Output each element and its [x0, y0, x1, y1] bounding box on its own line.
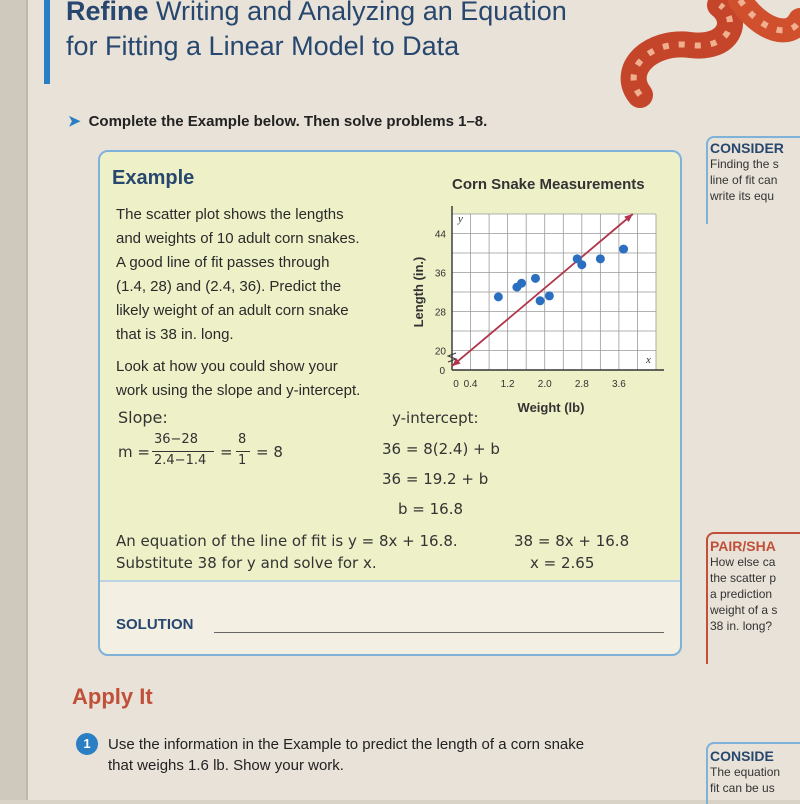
- data-point: [545, 291, 554, 300]
- title-line2: for Fitting a Linear Model to Data: [66, 31, 460, 61]
- yint-step-2: 36 = 19.2 + b: [382, 470, 489, 488]
- data-point: [536, 296, 545, 305]
- x-tick-label: 2.0: [537, 379, 552, 390]
- apply-it-heading: Apply It: [72, 684, 153, 709]
- x-tick-label: 3.6: [611, 379, 626, 390]
- data-point: [619, 245, 628, 254]
- x-tick-label: 2.8: [574, 379, 589, 390]
- yint-step-1: 36 = 8(2.4) + b: [382, 440, 500, 458]
- y-axis-label: Length (in.): [411, 256, 426, 328]
- slope-m: m =: [118, 443, 150, 461]
- chart-grid: [452, 214, 656, 370]
- example-paragraph: The scatter plot shows the lengths and weights of 10 adult corn snakes. A good line of fit passes through (1.4, 28) and (2.4, 36). Predict the likely weight of an adult corn snake that is 38 in. long.: [116, 206, 360, 343]
- chart-title: Corn Snake Measurements: [452, 176, 645, 193]
- title-bold: Refine: [66, 0, 149, 26]
- y-tick-label: 36: [434, 268, 446, 280]
- data-point: [577, 260, 586, 269]
- slope-frac-num: 8: [238, 432, 247, 447]
- data-point: [517, 279, 526, 288]
- slope-denominator: 2.4−1.4: [154, 453, 207, 468]
- slope-numerator: 36−28: [154, 432, 198, 447]
- equation-text: An equation of the line of fit is y = 8x + 16.8. Substitute 38 for y and solve for x.: [116, 532, 458, 572]
- arrow-icon: ➤: [68, 113, 81, 130]
- y-tick-label: 44: [434, 229, 446, 241]
- problem-1-text: Use the information in the Example to predict the length of a corn snake that weighs 1.6 lb. Show your work.: [108, 736, 585, 774]
- pair-share-note: PAIR/SHA How else ca the scatter p a prediction weight of a s 38 in. long?: [710, 538, 778, 633]
- x-tick-label: 0.4: [463, 379, 478, 390]
- x-axis-label: Weight (lb): [517, 400, 585, 415]
- consider-note-1: CONSIDER Finding the s line of fit can write its equ: [710, 140, 784, 203]
- yint-step-3: b = 16.8: [398, 500, 464, 518]
- data-point: [596, 254, 605, 263]
- example-title: Example: [112, 167, 195, 189]
- solution-label: SOLUTION: [116, 616, 194, 633]
- data-point: [494, 292, 503, 301]
- x-tick-label: 0: [453, 379, 459, 390]
- yint-label: y-intercept:: [392, 409, 479, 427]
- title-rest: Writing and Analyzing an Equation: [156, 0, 567, 26]
- slope-label: Slope:: [118, 408, 168, 427]
- slope-frac-den: 1: [238, 453, 247, 468]
- slope-equals: =: [220, 443, 233, 461]
- problem-number: 1: [76, 733, 98, 755]
- origin-label: 0: [439, 366, 445, 377]
- y-tick-label: 20: [434, 346, 446, 358]
- solve-work: 38 = 8x + 16.8 x = 2.65: [514, 532, 630, 572]
- x-axis-letter: x: [646, 354, 651, 366]
- y-axis-letter: y: [458, 213, 463, 225]
- consider-note-2: CONSIDE The equation fit can be us: [710, 748, 781, 795]
- instruction: ➤ Complete the Example below. Then solve problems 1–8.: [68, 113, 488, 130]
- example-paragraph-2: Look at how you could show your work using the slope and y-intercept.: [116, 358, 361, 399]
- slope-result: = 8: [256, 443, 283, 461]
- x-tick-label: 1.2: [500, 379, 515, 390]
- data-point: [531, 274, 540, 283]
- y-tick-label: 28: [434, 307, 446, 319]
